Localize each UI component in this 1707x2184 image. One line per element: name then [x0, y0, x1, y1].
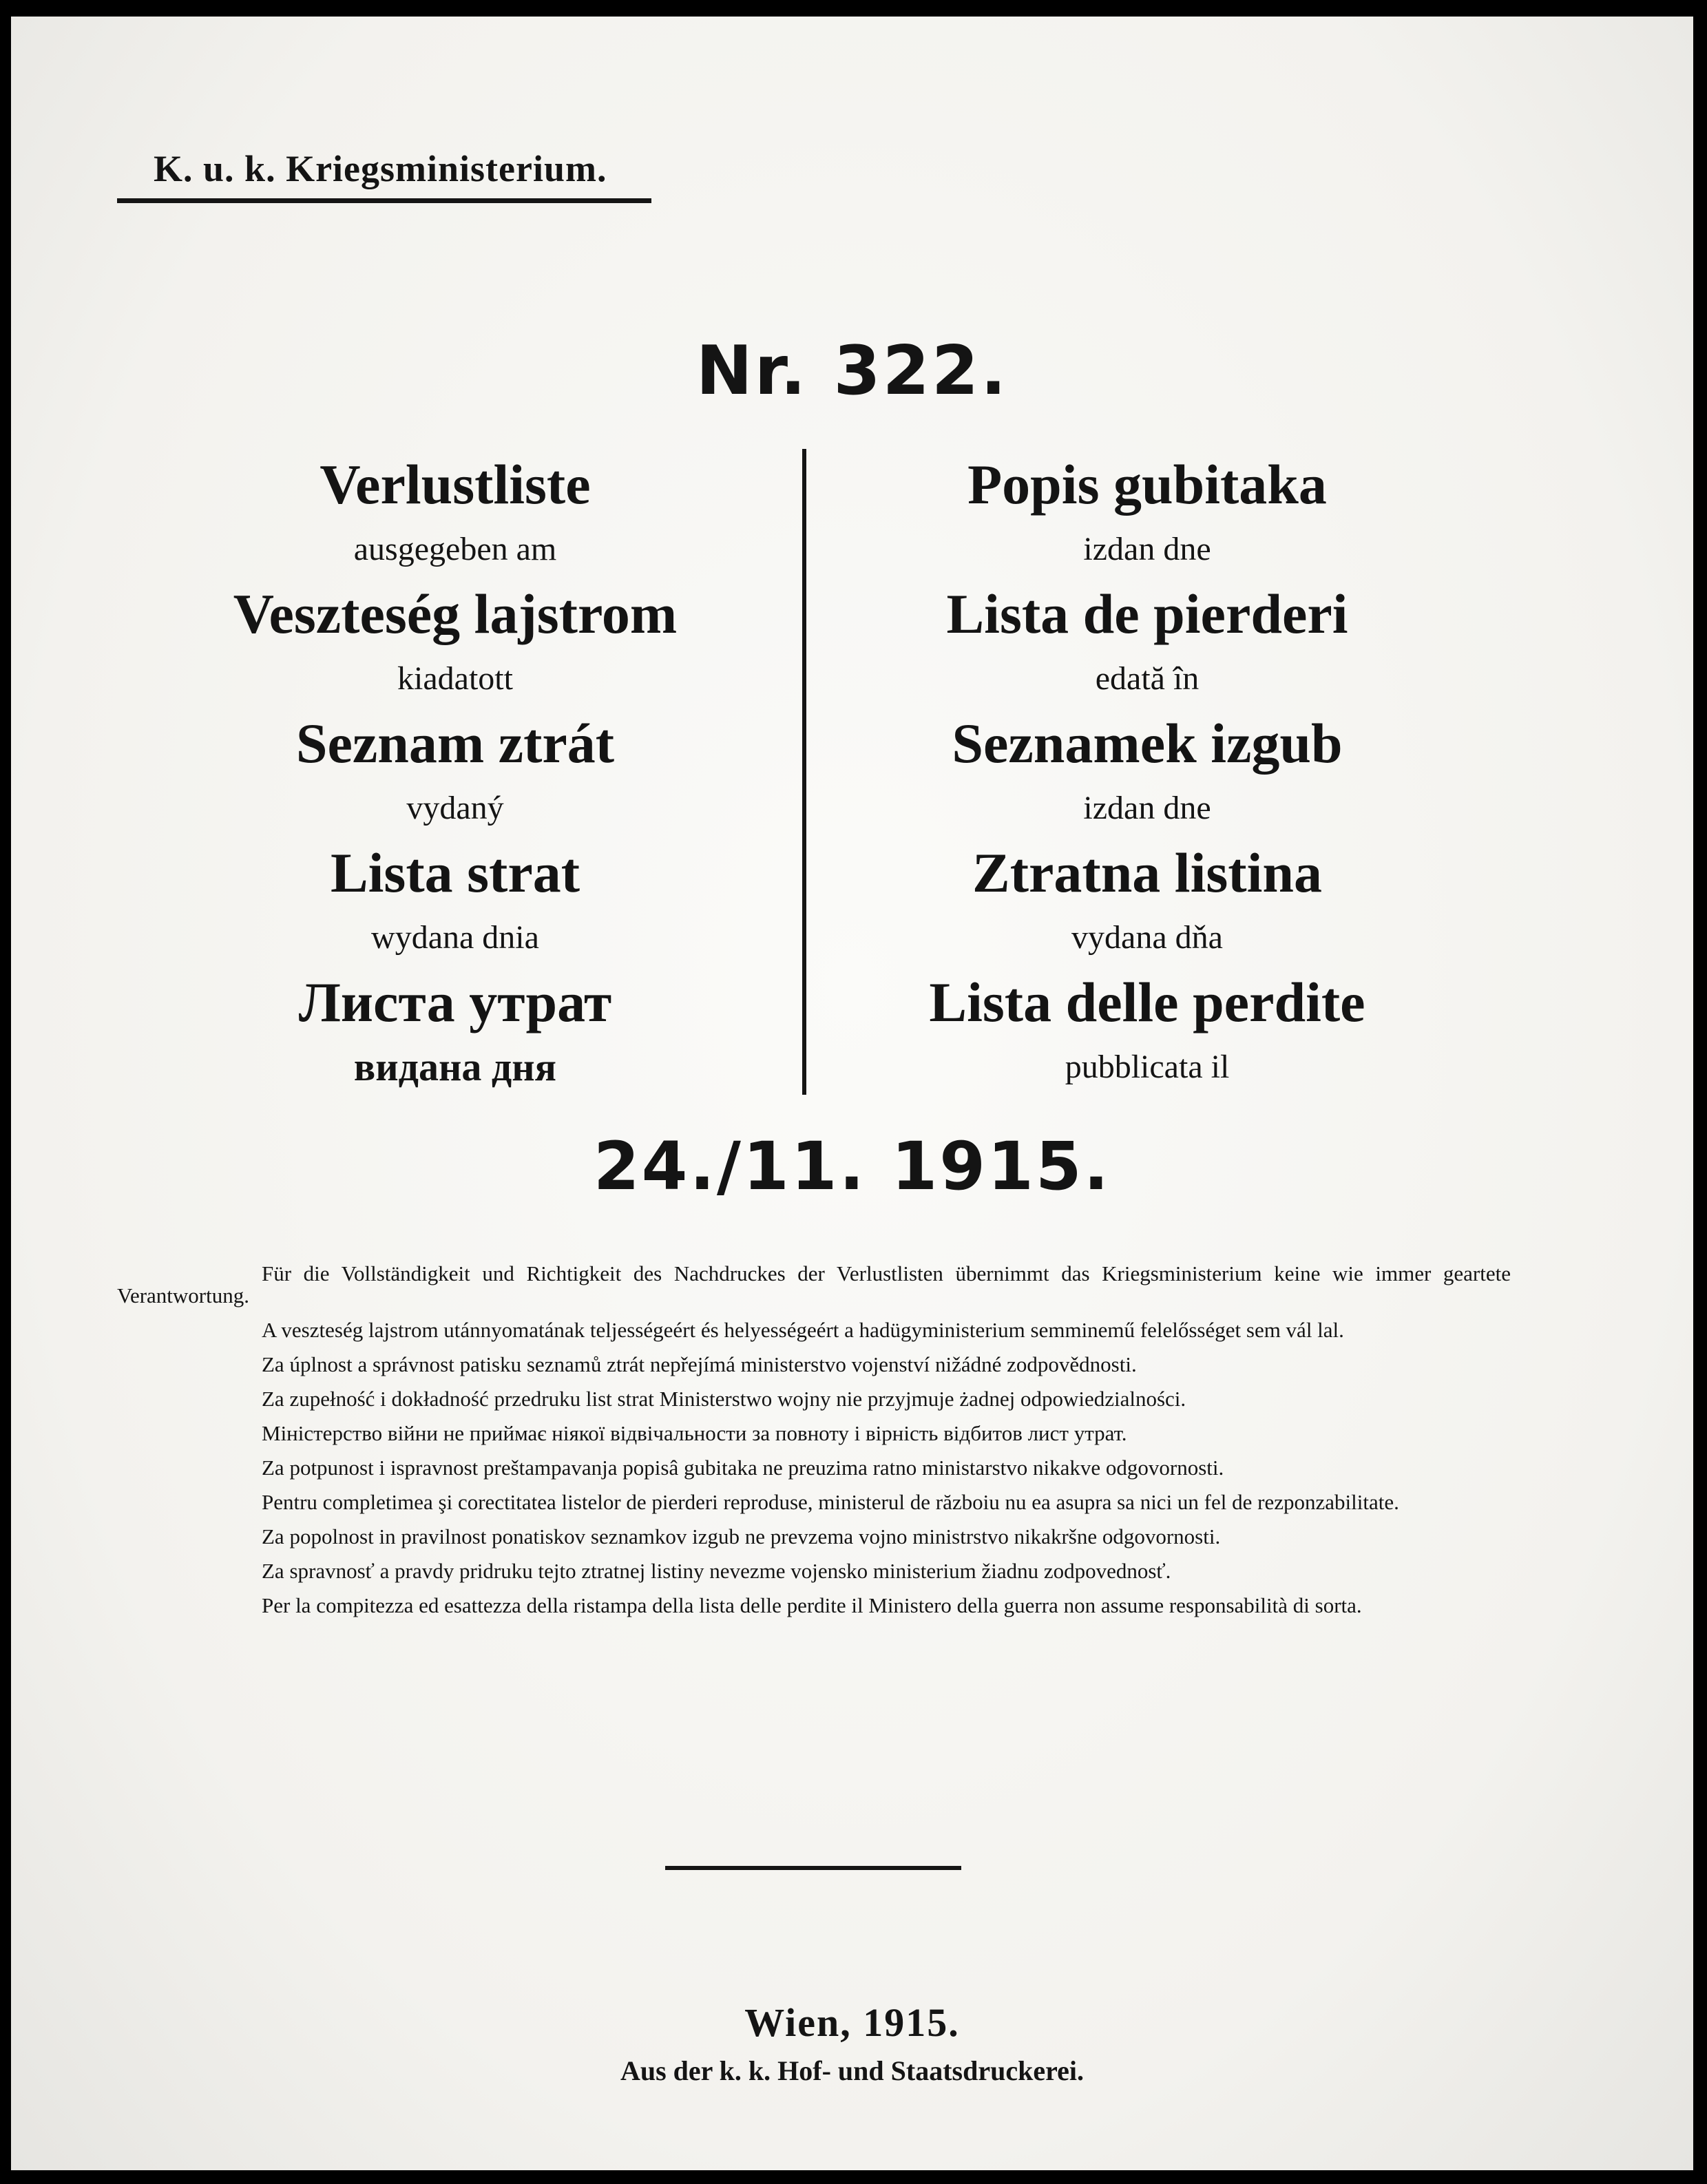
- ministry-heading: K. u. k. Kriegsministerium.: [154, 148, 607, 189]
- imprint-printer: Aus der k. k. Hof- und Staatsdruckerei.: [620, 2055, 1085, 2086]
- disclaimer-italian: Per la compitezza ed esattezza della ristampa della lista delle perdite il Ministero della guerra non assume responsabilità di sorta.: [262, 1593, 1362, 1617]
- ministry-underline: [117, 198, 651, 203]
- disclaimer-croatian: Za potpunost i ispravnost preštampavanja popisâ gubitaka ne preuzima ratno ministarstvo nikakve odgovornosti.: [262, 1456, 1224, 1480]
- subtitle-romanian: edată în: [1095, 660, 1200, 697]
- subtitle-croatian: izdan dne: [1083, 531, 1211, 567]
- disclaimer-german: Für die Vollständigkeit und Richtigkeit des Nachdruckes der Verlustlisten übernimmt das Kriegsministerium keine wie immer geartete Verantwortung.: [117, 1261, 1511, 1308]
- disclaimer-romanian: Pentru completimea şi corectitatea listelor de pierderi reproduse, ministerul de războiu nu ea asupra sa nici un fel de rezponzabilitate.: [262, 1490, 1399, 1514]
- title-italian: Lista delle perdite: [929, 971, 1365, 1033]
- titles-left-column: [94, 450, 817, 1098]
- footer-divider: [665, 1866, 961, 1870]
- imprint-city-year: Wien, 1915.: [744, 2000, 960, 2045]
- title-polish: Lista strat: [330, 841, 580, 904]
- title-slovak: Ztratna listina: [972, 841, 1322, 904]
- title-ukrainian: Листа утрат: [298, 971, 612, 1033]
- subtitle-slovenian: izdan dne: [1083, 790, 1211, 826]
- disclaimer-czech: Za úplnost a správnost patisku seznamů ztrát nepřejímá ministerstvo vojenství nižádné zodpovědnosti.: [262, 1352, 1137, 1376]
- title-romanian: Lista de pierderi: [946, 582, 1348, 645]
- subtitle-german: ausgegeben am: [353, 531, 557, 567]
- subtitle-italian: pubblicata il: [1065, 1049, 1230, 1085]
- subtitle-slovak: vydana dňa: [1071, 919, 1223, 956]
- subtitle-ukrainian: видана дня: [353, 1044, 557, 1089]
- title-croatian: Popis gubitaka: [967, 453, 1327, 516]
- title-czech: Seznam ztrát: [295, 712, 615, 775]
- issue-date: 24./11. 1915.: [593, 1128, 1111, 1205]
- disclaimer-block: [117, 1263, 1511, 1629]
- disclaimer-polish: Za zupełność i dokładność przedruku list strat Ministerstwo wojny nie przyjmuje żadnej odpowiedzialności.: [262, 1387, 1186, 1411]
- title-german: Verlustliste: [320, 453, 591, 516]
- disclaimer-slovenian: Za popolnost in pravilnost ponatiskov seznamkov izgub ne prevzema vojno ministrstvo nikakršne odgovornosti.: [262, 1524, 1221, 1548]
- issue-number: Nr. 322.: [695, 332, 1009, 410]
- subtitle-czech: vydaný: [406, 790, 504, 826]
- document-page: [11, 17, 1693, 2170]
- title-hungarian: Veszteség lajstrom: [233, 582, 678, 645]
- disclaimer-slovak: Za spravnosť a pravdy pridruku tejto ztratnej listiny nevezme vojensko ministerium žiadnu zodpovednosť.: [262, 1559, 1171, 1583]
- titles-right-column: [786, 450, 1509, 1098]
- disclaimer-hungarian: A veszteség lajstrom utánnyomatának teljességeért és helyességeért a hadügyministerium semminemű felelősséget sem vál lal.: [262, 1318, 1344, 1342]
- title-slovenian: Seznamek izgub: [952, 712, 1343, 775]
- subtitle-polish: wydana dnia: [371, 919, 539, 956]
- disclaimer-ukrainian: Міністерство війни не приймає ніякої відвічальности за повноту і вірність відбитов лист утрат.: [262, 1421, 1127, 1445]
- subtitle-hungarian: kiadatott: [397, 660, 513, 697]
